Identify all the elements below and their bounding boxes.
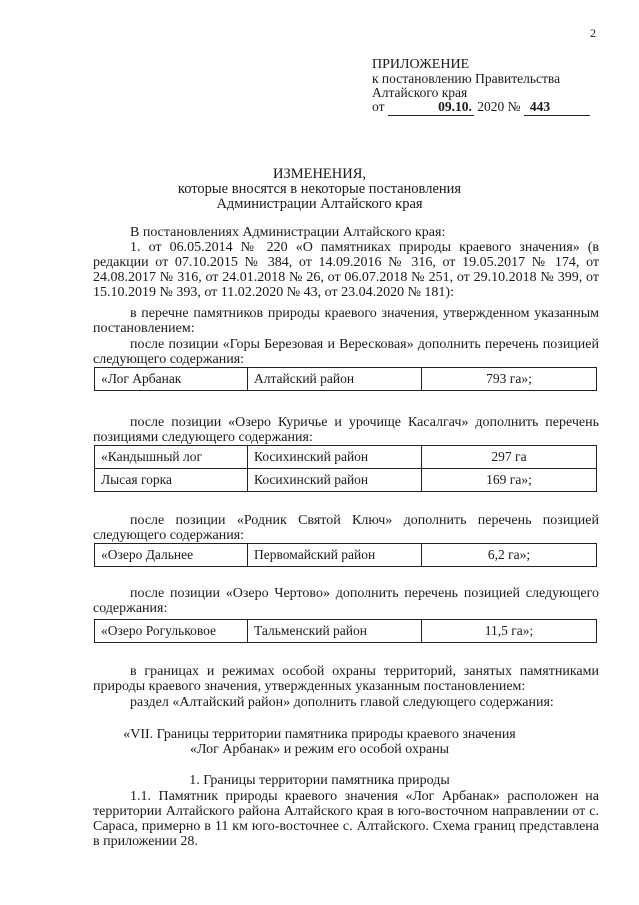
- doc-subtitle-1: которые вносятся в некоторые постановления: [177, 181, 462, 197]
- decree-number: 443: [524, 99, 590, 116]
- table-cell-area: 6,2 га»;: [422, 544, 597, 567]
- table-cell-district: Косихинский район: [248, 469, 422, 492]
- table-row: [95, 469, 597, 492]
- year-label: 2020 №: [477, 99, 521, 114]
- table-d: [94, 619, 597, 643]
- para-e: в границах и режимах особой охраны территорий, занятых памятниками природы краевого значения, утвержденных указанным постановлением:: [93, 664, 599, 694]
- para-c: после позиции «Родник Святой Ключ» дополнить перечень позицией следующего содержания:: [93, 513, 599, 543]
- table-cell-area: 793 га»;: [422, 368, 597, 391]
- table-row: [95, 368, 597, 391]
- page-number: 2: [590, 26, 596, 40]
- table-cell-area: 169 га»;: [422, 469, 597, 492]
- chapter-title-1: «VII. Границы территории памятника природы краевого значения: [123, 727, 516, 742]
- table-cell-name: «Озеро Дальнее: [95, 544, 248, 567]
- appendix-date-line: [372, 99, 590, 116]
- table-cell-area: 11,5 га»;: [422, 620, 597, 643]
- table-c: [94, 543, 597, 567]
- para-a: после позиции «Горы Березовая и Вересковая» дополнить перечень позицией следующего содержания:: [93, 337, 599, 367]
- table-row: [95, 620, 597, 643]
- table-cell-district: Тальменский район: [248, 620, 422, 643]
- from-label: от: [372, 99, 385, 114]
- table-cell-name: «Кандышный лог: [95, 446, 248, 469]
- date-value: 09.10.: [388, 99, 474, 116]
- table-cell-name: «Озеро Рогульковое: [95, 620, 248, 643]
- table-cell-name: Лысая горка: [95, 469, 248, 492]
- list-intro-paragraph: в перечне памятников природы краевого значения, утвержденном указанным постановлением:: [93, 306, 599, 336]
- appendix-line1: к постановлению Правительства: [372, 71, 561, 86]
- table-a: [94, 367, 597, 391]
- item1-paragraph: 1. от 06.05.2014 № 220 «О памятниках природы краевого значения» (в редакции от 07.10.2015 № 384, от 14.09.2016 № 316, от 19.05.2017 № 174, от 24.08.2017 № 316, от 24.01.2018 № 26, от 06.07.2018 № 251, от 29.10.2018 № 399, от 15.10.2019 № 393, от 11.02.2020 № 43, от 23.04.2020 № 181):: [93, 240, 599, 300]
- table-cell-district: Косихинский район: [248, 446, 422, 469]
- appendix-line2: Алтайского края: [372, 85, 468, 100]
- doc-subtitle-2: Администрации Алтайского края: [216, 196, 423, 212]
- table-cell-district: Алтайский район: [248, 368, 422, 391]
- table-row: [95, 544, 597, 567]
- section-1-title: 1. Границы территории памятника природы: [189, 773, 450, 788]
- table-cell-name: «Лог Арбанак: [95, 368, 248, 391]
- appendix-header: [372, 58, 560, 100]
- appendix-heading: ПРИЛОЖЕНИЕ: [372, 57, 470, 72]
- table-row: [95, 446, 597, 469]
- para-f: раздел «Алтайский район» дополнить главой следующего содержания:: [130, 695, 554, 710]
- table-cell-district: Первомайский район: [248, 544, 422, 567]
- para-g: 1.1. Памятник природы краевого значения «Лог Арбанак» расположен на территории Алтайского района Алтайского края в юго-восточном направлении от с. Сараса, примерно в 11 км юго-восточнее с. Алтайского. Схема границ представлена в приложении 28.: [93, 789, 599, 849]
- doc-title: ИЗМЕНЕНИЯ,: [272, 166, 367, 182]
- para-d: после позиции «Озеро Чертово» дополнить перечень позицией следующего содержания:: [93, 586, 599, 616]
- intro-paragraph: В постановлениях Администрации Алтайского края:: [130, 225, 446, 240]
- para-b: после позиции «Озеро Куричье и урочище Касалгач» дополнить перечень позициями следующего содержания:: [93, 415, 599, 445]
- table-b: [94, 445, 597, 492]
- table-cell-area: 297 га: [422, 446, 597, 469]
- chapter-title-2: «Лог Арбанак» и режим его особой охраны: [189, 742, 450, 757]
